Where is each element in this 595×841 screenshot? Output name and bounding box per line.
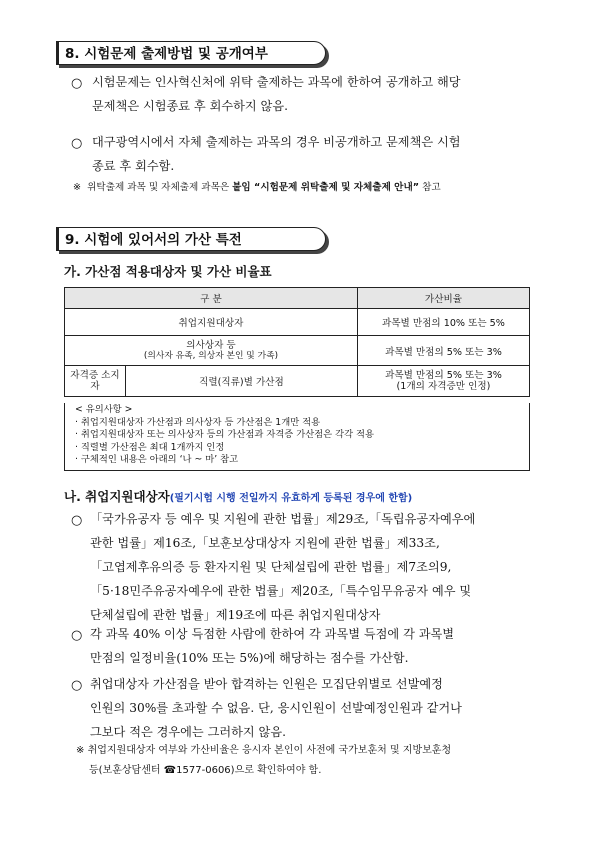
bullet-icon: ○ <box>71 678 83 693</box>
subsection-b-heading: 나. 취업지원대상자(필기시험 시행 전일까지 유효하게 등록된 경우에 한함) <box>64 489 413 504</box>
table-row: 자격증 소지자 직렬(직류)별 가산점 과목별 만점의 5% 또는 3% (1개의 자격증만 인정) <box>65 366 530 397</box>
section-8-note: ※ 위탁출제 과목 및 자체출제 과목은 붙임 “시험문제 위탁출제 및 자체출제 안내” 참고 <box>73 182 441 193</box>
section-9-footnote: ※ 취업지원대상자 여부와 가산비율은 응시자 본인이 사전에 국가보훈처 및 지방보훈청 등(보훈상담센터 ☎1577-0606)으로 확인하여야 함. <box>76 745 452 776</box>
table-row: 취업지원대상자 과목별 만점의 10% 또는 5% <box>65 309 530 336</box>
list-item: · 직렬별 가산점은 최대 1개까지 인정 <box>75 441 225 453</box>
subsection-a-heading: 가. 가산점 적용대상자 및 가산 비율표 <box>64 264 272 279</box>
table-row: 의사상자 등 (의사자 유족, 의상자 본인 및 가족) 과목별 만점의 5% 또는 3% <box>65 336 530 366</box>
section-8-item-1: 시험문제는 인사혁신처에 위탁 출제하는 과목에 한하여 공개하고 해당 문제책은 시험종료 후 회수하지 않음. <box>92 75 461 113</box>
list-item: · 구체적인 내용은 아래의 ‘나 ~ 마’ 참고 <box>75 454 239 465</box>
list-item: · 취업지원대상자 가산점과 의사상자 등 가산점은 1개만 적용 <box>75 416 321 428</box>
list-item: · 취업지원대상자 또는 의사상자 등의 가산점과 자격증 가산점은 각각 적용 <box>75 429 374 440</box>
section-9-item-3: 취업대상자 가산점을 받아 합격하는 인원은 모집단위별로 선발예정 인원의 30%를 초과할 수 없음. 단, 응시인원이 선발예정인원과 같거나 그보다 적은 경우에는 그러하지 않음. <box>90 677 462 739</box>
bonus-rate-table <box>64 287 530 397</box>
table-notes: < 유의사항 > · 취업지원대상자 가산점과 의사상자 등 가산점은 1개만 적용 · 취업지원대상자 또는 의사상자 등의 가산점과 자격증 가산점은 각각 적용 · 직렬별 가산점은 최대 1개까지 인정 · 구체적인 내용은 아래의 ‘나 ~ 마’ 참고 <box>64 403 530 471</box>
table-header-rate: 가산비율 <box>357 288 529 309</box>
table-header-category: 구 분 <box>65 288 358 309</box>
bullet-icon: ○ <box>71 628 83 643</box>
section-9-title: 9. 시험에 있어서의 가산 특전 <box>56 227 326 251</box>
section-8-title: 8. 시험문제 출제방법 및 공개여부 <box>56 41 326 65</box>
section-8-item-2: 대구광역시에서 자체 출제하는 과목의 경우 비공개하고 문제책은 시험 종료 후 회수함. <box>92 135 461 173</box>
section-9-item-2: 각 과목 40% 이상 득점한 사람에 한하여 각 과목별 득점에 각 과목별 만점의 일정비율(10% 또는 5%)에 해당하는 점수를 가산함. <box>90 627 455 665</box>
bullet-icon: ○ <box>71 136 83 151</box>
bullet-icon: ○ <box>71 76 83 91</box>
subsection-b-note: (필기시험 시행 전일까지 유효하게 등록된 경우에 한함) <box>169 493 413 504</box>
bullet-icon: ○ <box>71 513 83 528</box>
section-9-item-1: 「국가유공자 등 예우 및 지원에 관한 법률」제29조,「독립유공자예우에 관한 법률」제16조,「보훈보상대상자 지원에 관한 법률」제33조, 「고엽제후유의증 등 환자지원 및 단체설립에 관한 법률」제7조의9, 「5·18민주유공자예우에 관한 법률」제20조,「특수임무유공자 예우 및 단체설립에 관한 법률」제19조에 따른 취업지원대상자 <box>90 512 476 622</box>
table-header-row <box>65 288 530 309</box>
